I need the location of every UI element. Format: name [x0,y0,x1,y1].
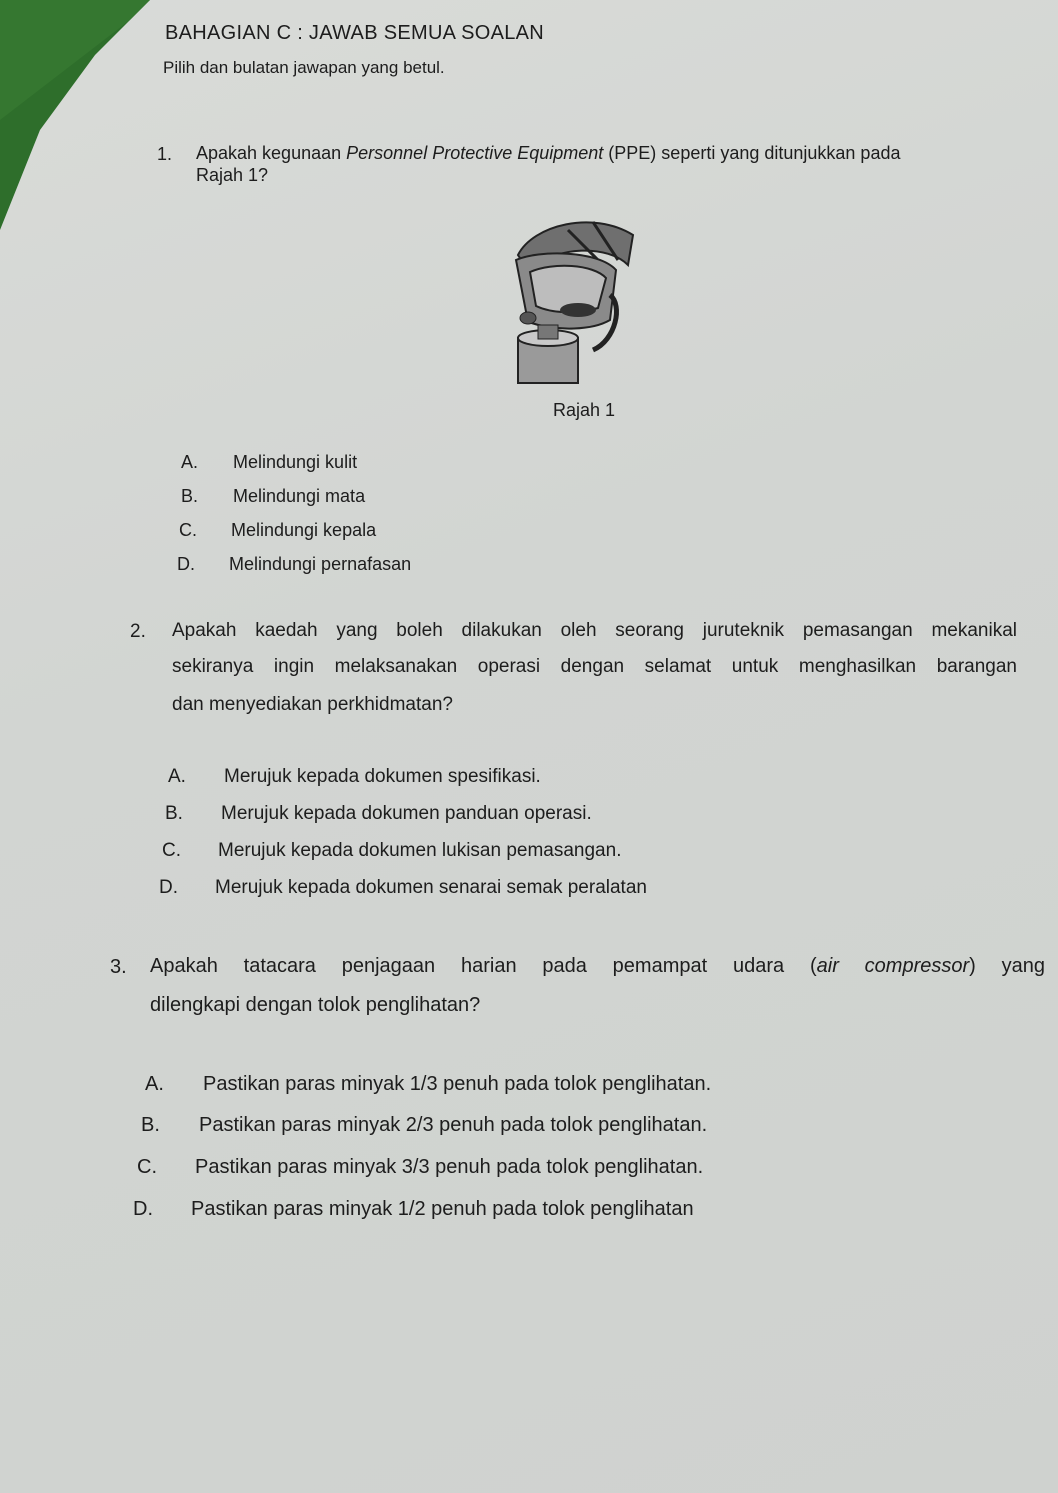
section-instruction: Pilih dan bulatan jawapan yang betul. [163,58,445,77]
question-text-line: Apakah tatacara penjagaan harian pada pemampat udara (air compressor) yang [150,955,1045,977]
figure-caption: Rajah 1 [553,400,616,420]
option-a[interactable]: A. Merujuk kepada dokumen spesifikasi. [168,766,541,787]
question-text-line: dilengkapi dengan tolok penglihatan? [150,994,481,1016]
option-d[interactable]: D. Merujuk kepada dokumen senarai semak peralatan [159,877,647,898]
question-text-line: sekiranya ingin melaksanakan operasi dengan selamat untuk menghasilkan barangan [172,656,1017,677]
question-number: 1. [157,144,173,164]
question-text-line: Apakah kaedah yang boleh dilakukan oleh seorang juruteknik pemasangan mekanikal [172,620,1017,641]
option-c[interactable]: C. Pastikan paras minyak 3/3 penuh pada tolok penglihatan. [137,1156,704,1178]
option-b[interactable]: B. Melindungi mata [181,486,366,506]
gas-mask-icon [498,210,648,390]
question-text-line: dan menyediakan perkhidmatan? [172,694,453,715]
option-a[interactable]: A. Melindungi kulit [181,452,358,472]
option-c[interactable]: C. Melindungi kepala [179,520,377,540]
question-text-line: Rajah 1? [196,165,269,185]
question-text-line: Apakah kegunaan Personnel Protective Equipment (PPE) seperti yang ditunjukkan pada [196,143,901,163]
section-title: BAHAGIAN C : JAWAB SEMUA SOALAN [165,22,545,44]
option-b[interactable]: B. Pastikan paras minyak 2/3 penuh pada tolok penglihatan. [141,1114,708,1136]
option-c[interactable]: C. Merujuk kepada dokumen lukisan pemasangan. [162,840,622,861]
question-number: 2. [130,621,146,642]
option-b[interactable]: B. Merujuk kepada dokumen panduan operasi. [165,803,592,824]
option-d[interactable]: D. Melindungi pernafasan [177,554,412,574]
option-a[interactable]: A. Pastikan paras minyak 1/3 penuh pada tolok penglihatan. [145,1073,712,1095]
question-number: 3. [110,956,127,978]
option-d[interactable]: D. Pastikan paras minyak 1/2 penuh pada tolok penglihatan [133,1198,694,1220]
